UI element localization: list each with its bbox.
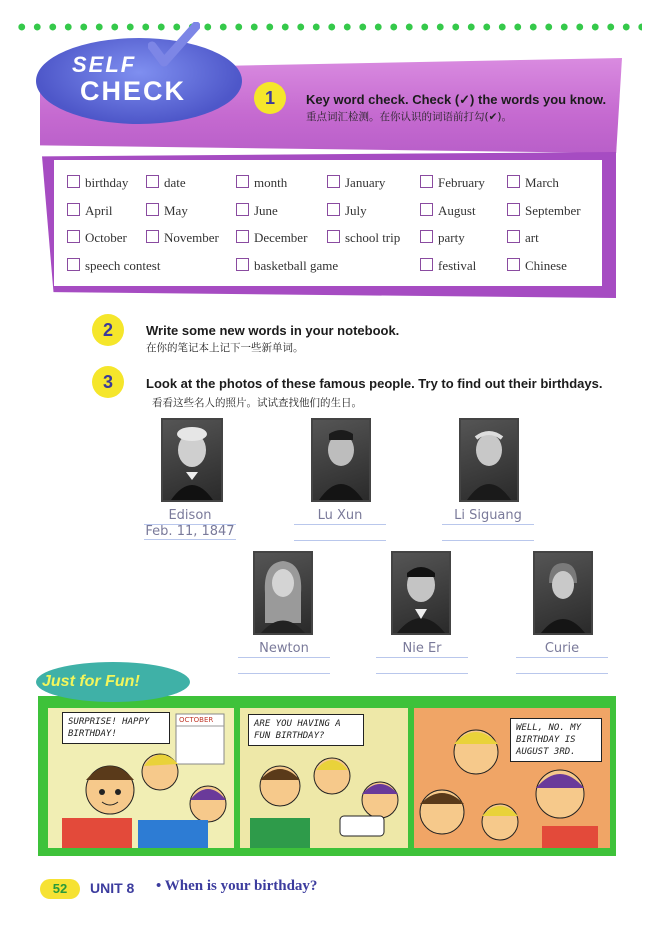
step-3-instruction: [146, 375, 621, 411]
word-checkbox[interactable]: March: [507, 175, 559, 191]
step-2-instruction: [146, 322, 586, 355]
step-1-badge: 1: [254, 82, 286, 114]
word-checkbox[interactable]: birthday: [67, 175, 128, 191]
word-checkbox[interactable]: speech contest: [67, 258, 160, 274]
checkbox-icon[interactable]: [327, 175, 340, 188]
step-3-chinese: 看看这些名人的照片。试试查找他们的生日。: [152, 397, 362, 409]
word-checkbox[interactable]: art: [507, 230, 539, 246]
checkbox-icon[interactable]: [146, 175, 159, 188]
portrait-lu-xun: [311, 418, 371, 502]
word-checkbox[interactable]: February: [420, 175, 485, 191]
checkbox-icon[interactable]: [236, 203, 249, 216]
name-nie-er: Nie Er: [376, 641, 468, 658]
word-checkbox[interactable]: Chinese: [507, 258, 567, 274]
comic-panel-2: [240, 708, 408, 848]
portrait-curie: [533, 551, 593, 635]
step-3-badge: 3: [92, 366, 124, 398]
step-2-chinese: 在你的笔记本上记下一些新单词。: [146, 342, 304, 354]
checkmark-icon: [148, 22, 200, 68]
top-dot-border: [14, 22, 642, 32]
checkbox-icon[interactable]: [420, 258, 433, 271]
word-checkbox[interactable]: November: [146, 230, 219, 246]
checkbox-icon[interactable]: [67, 175, 80, 188]
word-checkbox[interactable]: basketball game: [236, 258, 338, 274]
word-checkbox[interactable]: December: [236, 230, 307, 246]
name-lu-xun: Lu Xun: [294, 508, 386, 525]
word-checkbox[interactable]: May: [146, 203, 188, 219]
comic-bubble-1: SURPRISE! HAPPY BIRTHDAY!: [62, 712, 170, 744]
comic-panel-3: [414, 708, 610, 848]
checkbox-icon[interactable]: [420, 230, 433, 243]
birthday-line-curie[interactable]: [516, 673, 608, 674]
checkbox-icon[interactable]: [420, 203, 433, 216]
checkbox-icon[interactable]: [146, 230, 159, 243]
word-checkbox[interactable]: July: [327, 203, 367, 219]
birthday-line-nie-er[interactable]: [376, 673, 468, 674]
checkbox-icon[interactable]: [327, 230, 340, 243]
unit-label: UNIT 8: [90, 880, 135, 896]
word-checkbox[interactable]: October: [67, 230, 127, 246]
word-checkbox[interactable]: month: [236, 175, 287, 191]
checkbox-icon[interactable]: [236, 175, 249, 188]
checkbox-icon[interactable]: [236, 230, 249, 243]
portrait-newton: [253, 551, 313, 635]
checkbox-icon[interactable]: [507, 230, 520, 243]
checkbox-icon[interactable]: [507, 175, 520, 188]
step-1-chinese: 重点词汇检测。在你认识的词语前打勾(✔)。: [306, 111, 512, 123]
portrait-li-siguang: [459, 418, 519, 502]
name-newton: Newton: [238, 641, 330, 658]
unit-title: • When is your birthday?: [156, 878, 318, 894]
checkbox-icon[interactable]: [420, 175, 433, 188]
page-number: 52: [40, 879, 80, 899]
comic-panel-1: [48, 708, 234, 848]
calendar-label: OCTOBER: [179, 716, 214, 724]
name-li-siguang: Li Siguang: [442, 508, 534, 525]
checkbox-icon[interactable]: [67, 203, 80, 216]
checkbox-icon[interactable]: [67, 258, 80, 271]
word-checkbox[interactable]: April: [67, 203, 112, 219]
just-for-fun-title: Just for Fun!: [42, 673, 140, 690]
portrait-edison: [161, 418, 223, 502]
birthday-line-lu-xun[interactable]: [294, 540, 386, 541]
checkbox-icon[interactable]: [67, 230, 80, 243]
step-1-instruction: [306, 91, 616, 124]
step-1-english: Key word check. Check (✓) the words you know.: [306, 92, 607, 107]
comic-bubble-2: ARE YOU HAVING A FUN BIRTHDAY?: [248, 714, 364, 746]
birthday-line-newton[interactable]: [238, 673, 330, 674]
word-checkbox[interactable]: party: [420, 230, 465, 246]
step-2-english: Write some new words in your notebook.: [146, 323, 400, 338]
word-checkbox[interactable]: school trip: [327, 230, 400, 246]
checkbox-icon[interactable]: [236, 258, 249, 271]
checkbox-icon[interactable]: [507, 203, 520, 216]
name-edison: Edison: [144, 508, 236, 525]
word-checkbox[interactable]: date: [146, 175, 186, 191]
word-checkbox[interactable]: January: [327, 175, 385, 191]
comic-bubble-3: WELL, NO. MY BIRTHDAY IS AUGUST 3RD.: [510, 718, 602, 762]
word-checkbox[interactable]: festival: [420, 258, 476, 274]
word-checkbox[interactable]: August: [420, 203, 476, 219]
step-3-english: Look at the photos of these famous people. Try to find out their birthdays.: [146, 376, 603, 391]
word-checkbox[interactable]: September: [507, 203, 581, 219]
self-title: SELF: [72, 52, 137, 77]
word-checkbox[interactable]: June: [236, 203, 278, 219]
step-2-badge: 2: [92, 314, 124, 346]
name-curie: Curie: [516, 641, 608, 658]
birthday-line-li-siguang[interactable]: [442, 540, 534, 541]
checkbox-icon[interactable]: [507, 258, 520, 271]
checkbox-icon[interactable]: [146, 203, 159, 216]
checkbox-icon[interactable]: [327, 203, 340, 216]
portrait-nie-er: [391, 551, 451, 635]
birthday-edison[interactable]: Feb. 11, 1847: [145, 524, 235, 539]
check-title: CHECK: [80, 76, 187, 106]
